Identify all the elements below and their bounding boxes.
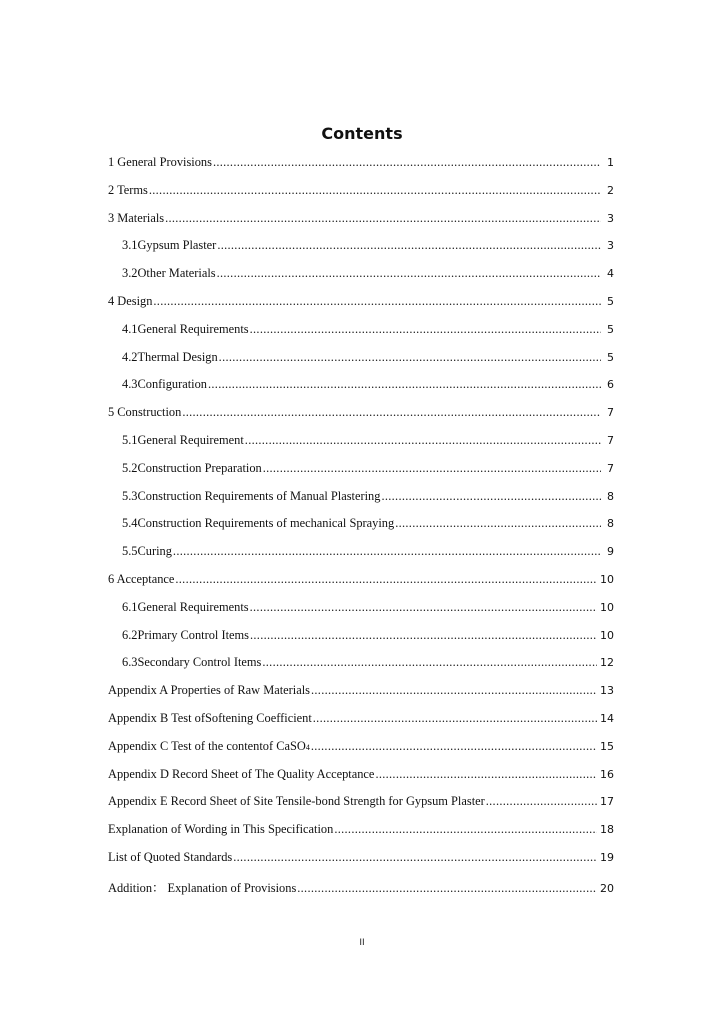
toc-entry-page-number: 10 — [600, 572, 614, 586]
toc-entry-page-number: 14 — [600, 711, 614, 725]
toc-entry-page-number: 3 — [607, 211, 614, 225]
toc-dot-leader — [173, 544, 601, 558]
toc-entry[interactable] — [108, 600, 614, 628]
toc-entry[interactable] — [108, 711, 614, 739]
toc-dot-leader — [262, 655, 597, 669]
toc-entry-page-number: 12 — [600, 656, 614, 670]
toc-entry-label: 5.1General Requirement — [122, 432, 244, 447]
toc-entry[interactable] — [108, 433, 614, 461]
toc-entry[interactable] — [108, 238, 614, 266]
toc-entry-label: 6.3Secondary Control Items — [122, 655, 262, 670]
toc-entry-label: 6.1General Requirements — [122, 599, 249, 614]
toc-entry-label: 4 Design — [108, 293, 153, 308]
toc-entry-label: 3 Materials — [108, 210, 165, 225]
toc-entry-page-number: 10 — [600, 600, 614, 614]
toc-dot-leader — [153, 294, 601, 308]
toc-entry-label: 5 Construction — [108, 405, 182, 420]
toc-entry-page-number: 18 — [600, 823, 614, 837]
toc-entry[interactable] — [108, 767, 614, 795]
toc-dot-leader — [311, 739, 597, 753]
toc-entry[interactable] — [108, 211, 614, 239]
toc-entry-label: 5.5Curing — [122, 544, 172, 559]
toc-entry-label: Explanation of Wording in This Specification — [108, 822, 334, 837]
toc-entry-label: 5.3Construction Requirements of Manual Plastering — [122, 488, 381, 503]
toc-dot-leader — [311, 683, 597, 697]
table-of-contents — [108, 155, 614, 906]
toc-dot-leader — [250, 322, 601, 336]
toc-dot-leader — [175, 572, 597, 586]
toc-dot-leader — [208, 377, 601, 391]
toc-entry-page-number: 10 — [600, 628, 614, 642]
toc-dot-leader — [250, 628, 597, 642]
toc-dot-leader — [263, 461, 601, 475]
toc-dot-leader — [217, 238, 601, 252]
toc-dot-leader — [219, 350, 601, 364]
toc-entry[interactable] — [108, 489, 614, 517]
toc-dot-leader — [245, 433, 601, 447]
toc-entry[interactable] — [108, 683, 614, 711]
toc-entry[interactable] — [108, 516, 614, 544]
toc-entry-page-number: 5 — [607, 322, 614, 336]
toc-entry[interactable] — [108, 350, 614, 378]
toc-entry[interactable] — [108, 266, 614, 294]
toc-entry[interactable] — [108, 628, 614, 656]
toc-entry-label: 3.2Other Materials — [122, 266, 216, 281]
toc-entry[interactable] — [108, 739, 614, 767]
toc-entry-label: Appendix D Record Sheet of The Quality Acceptance — [108, 766, 375, 781]
toc-entry[interactable] — [108, 461, 614, 489]
toc-entry-page-number: 5 — [607, 350, 614, 364]
toc-entry[interactable] — [108, 377, 614, 405]
toc-entry-page-number: 7 — [607, 406, 614, 420]
toc-entry[interactable] — [108, 155, 614, 183]
toc-entry-page-number: 4 — [607, 267, 614, 281]
toc-entry[interactable] — [108, 850, 614, 878]
toc-dot-leader — [313, 711, 597, 725]
toc-entry-label: 4.3Configuration — [122, 377, 208, 392]
toc-entry-label: 6 Acceptance — [108, 571, 175, 586]
page-title: Contents — [321, 124, 403, 143]
toc-entry-label: 3.1Gypsum Plaster — [122, 238, 217, 253]
toc-entry[interactable] — [108, 544, 614, 572]
toc-dot-leader — [165, 211, 601, 225]
toc-entry-label: Addition： Explanation of Provisions — [108, 880, 297, 895]
toc-entry-page-number: 7 — [607, 461, 614, 475]
toc-entry-label: Appendix E Record Sheet of Site Tensile-bond Strength for Gypsum Plaster — [108, 794, 485, 809]
toc-dot-leader — [375, 767, 597, 781]
toc-entry[interactable] — [108, 405, 614, 433]
toc-entry[interactable] — [108, 183, 614, 211]
toc-entry-label: 6.2Primary Control Items — [122, 627, 249, 642]
toc-dot-leader — [395, 516, 601, 530]
toc-entry-page-number: 8 — [607, 489, 614, 503]
toc-dot-leader — [250, 600, 597, 614]
toc-entry-page-number: 5 — [607, 294, 614, 308]
toc-dot-leader — [233, 850, 597, 864]
toc-entry[interactable] — [108, 878, 614, 906]
toc-entry-page-number: 7 — [607, 433, 614, 447]
toc-entry-label: Appendix B Test ofSoftening Coefficient — [108, 710, 312, 725]
toc-entry-page-number: 19 — [600, 850, 614, 864]
toc-entry-page-number: 8 — [607, 517, 614, 531]
toc-entry-label: Appendix C Test of the contentof CaSO — [108, 738, 306, 753]
toc-entry[interactable] — [108, 294, 614, 322]
toc-dot-leader — [486, 794, 597, 808]
toc-entry-page-number: 15 — [600, 739, 614, 753]
toc-entry[interactable] — [108, 822, 614, 850]
toc-entry[interactable] — [108, 794, 614, 822]
toc-entry-label: 4.1General Requirements — [122, 321, 249, 336]
page-number: II — [359, 938, 365, 948]
toc-dot-leader — [213, 155, 601, 169]
toc-entry-page-number: 16 — [600, 767, 614, 781]
toc-dot-leader — [297, 881, 597, 895]
toc-dot-leader — [381, 489, 601, 503]
toc-entry[interactable] — [108, 322, 614, 350]
toc-entry-page-number: 20 — [600, 881, 614, 895]
toc-entry-page-number: 1 — [607, 156, 614, 169]
toc-entry-subscript: 4 — [305, 742, 310, 752]
toc-entry-page-number: 3 — [607, 239, 614, 253]
toc-entry[interactable] — [108, 572, 614, 600]
toc-entry-page-number: 2 — [607, 183, 614, 197]
toc-entry-page-number: 17 — [600, 795, 614, 809]
toc-dot-leader — [149, 183, 601, 197]
toc-entry-label: List of Quoted Standards — [108, 849, 233, 864]
toc-entry-label: 5.4Construction Requirements of mechanical Spraying — [122, 516, 395, 531]
toc-dot-leader — [217, 266, 601, 280]
toc-entry[interactable] — [108, 655, 614, 683]
toc-dot-leader — [182, 405, 601, 419]
toc-entry-page-number: 6 — [607, 378, 614, 392]
toc-entry-label: 4.2Thermal Design — [122, 349, 218, 364]
toc-entry-label: Appendix A Properties of Raw Materials — [108, 683, 311, 698]
toc-entry-page-number: 9 — [607, 545, 614, 559]
toc-entry-label: 1 General Provisions — [108, 155, 212, 169]
toc-entry-page-number: 13 — [600, 684, 614, 698]
toc-entry-label: 5.2Construction Preparation — [122, 460, 262, 475]
toc-dot-leader — [334, 822, 597, 836]
toc-entry-label: 2 Terms — [108, 182, 148, 197]
